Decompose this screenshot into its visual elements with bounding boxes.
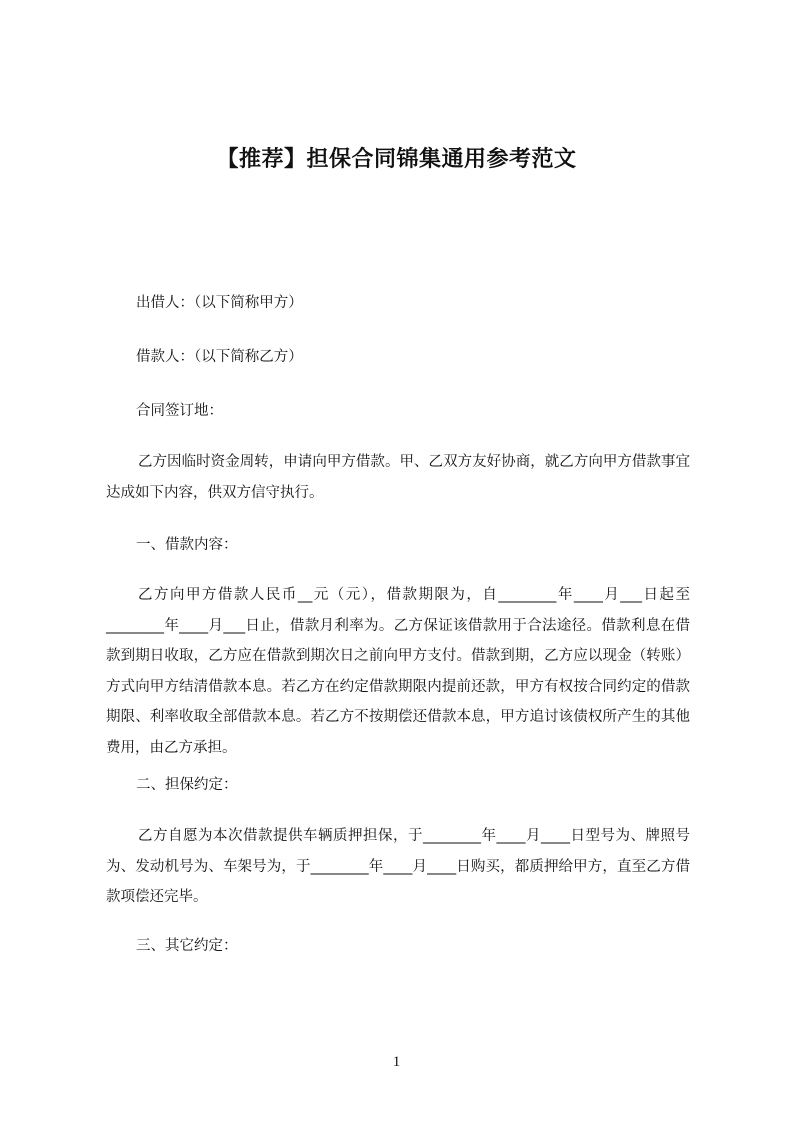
section-3-heading: 三、其它约定： — [136, 938, 238, 954]
intro-paragraph: 乙方因临时资金周转，申请向甲方借款。甲、乙双方友好协商，就乙方向甲方借款事宜达成如下内容，供双方信守执行。 — [106, 454, 690, 501]
document-title: 【推荐】担保合同锦集通用参考范文 — [216, 147, 577, 172]
lender-line: 出借人：（以下简称甲方） — [136, 295, 303, 311]
section-2-heading: 二、担保约定： — [136, 777, 238, 793]
borrower-line: 借款人：（以下简称乙方） — [136, 349, 303, 365]
section-1-heading: 一、借款内容： — [136, 537, 238, 553]
section-2-body: 乙方自愿为本次借款提供车辆质押担保，于________年____月____日型号为、牌照号为、发动机号为、车架号为，于________年____月____日购买，都质押给甲方，直至乙方借款项偿还完毕。 — [106, 828, 690, 905]
page-number: 1 — [392, 1054, 401, 1070]
section-1-body: 乙方向甲方借款人民币__元（元），借款期限为，自________年____月___日起至________年____月___日止，借款月利率为。乙方保证该借款用于合法途径。借款利息在借款到期日收取，乙方应在借款到期次日之前向甲方支付。借款到期，乙方应以现金（转账）方式向甲方结清借款本息。若乙方在约定借款期限内提前还款，甲方有权按合同约定的借款期限、利率收取全部借款本息。若乙方不按期偿还借款本息，甲方追讨该债权所产生的其他费用，由乙方承担。 — [106, 587, 690, 756]
signing-place-line: 合同签订地： — [136, 403, 223, 419]
